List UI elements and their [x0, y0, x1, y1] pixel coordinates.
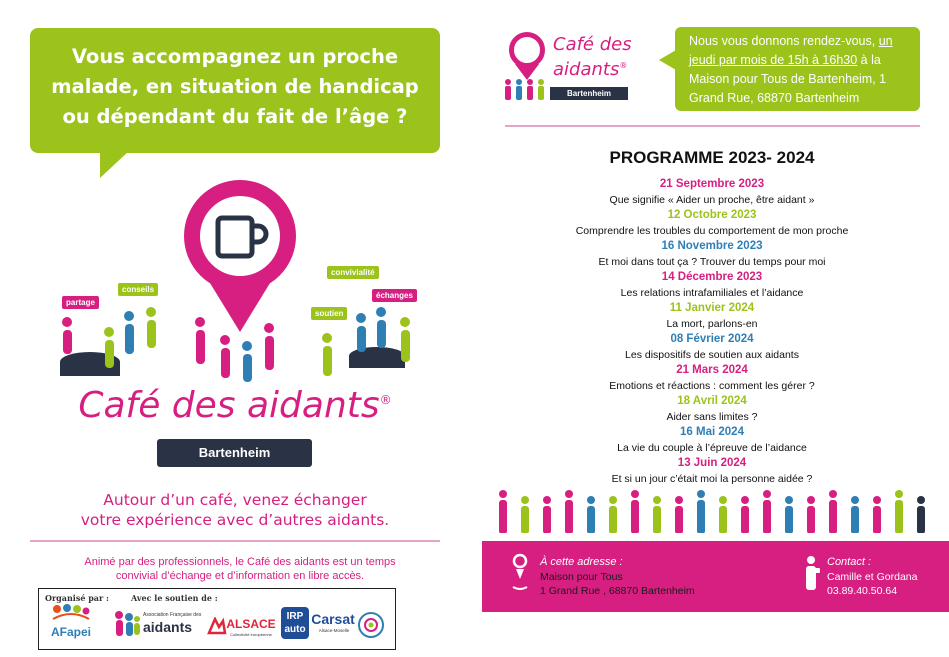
alsace-logo: ALSACE	[226, 617, 276, 631]
person-figure-body	[543, 506, 551, 533]
programme-item	[475, 270, 949, 301]
person-figure-head	[895, 490, 903, 498]
programme-item	[475, 332, 949, 363]
small-people-icon	[503, 76, 547, 102]
programme-topic: Emotions et réactions : comment les gérer ?	[609, 379, 815, 392]
person-figure-head	[521, 496, 529, 504]
person-figure-head	[609, 496, 617, 504]
rdv-line: Maison pour Tous de Bartenheim, 1	[689, 72, 887, 86]
address-text	[540, 570, 695, 598]
footer-band	[482, 541, 949, 612]
person-figure-body	[785, 506, 793, 533]
programme-item	[475, 208, 949, 239]
person-figure-body	[763, 500, 771, 533]
aidants-logo-sub: Association Française des	[143, 612, 202, 618]
address-label: À cette adresse :	[540, 556, 623, 568]
person-icon	[802, 555, 820, 599]
programme-date: 08 Février 2024	[670, 333, 754, 345]
programme-item	[475, 456, 949, 487]
person-figure-head	[697, 490, 705, 498]
person-figure-head	[807, 496, 815, 504]
person-figure-body	[499, 500, 507, 533]
person-figure-head	[785, 496, 793, 504]
tagline-line: votre expérience avec d’autres aidants.	[80, 511, 390, 529]
rdv-line: Nous vous donnons rendez-vous, un	[689, 34, 893, 48]
person-figure-body	[697, 500, 705, 533]
small-pin-icon	[509, 32, 545, 68]
programme-item	[475, 363, 949, 394]
registered-mark: ®	[379, 393, 392, 407]
sponsor-box	[38, 588, 396, 650]
person-figure-head	[741, 496, 749, 504]
programme-date: 16 Novembre 2023	[661, 240, 763, 252]
address-line: Maison pour Tous	[540, 571, 623, 583]
rdv-line: Grand Rue, 68870 Bartenheim	[689, 91, 860, 105]
programme-title: PROGRAMME 2023- 2024	[609, 148, 815, 167]
programme-topic: Les relations intrafamiliales et l’aidance	[620, 286, 804, 299]
programme-item	[475, 177, 949, 208]
person-figure-body	[653, 506, 661, 533]
person-figure-body	[609, 506, 617, 533]
programme-date: 21 Septembre 2023	[659, 178, 765, 190]
rdv-bubble-tail	[659, 50, 676, 70]
right-panel	[475, 0, 949, 657]
divider	[505, 125, 920, 127]
people-row-illustration	[495, 488, 945, 533]
person-figure-head	[675, 496, 683, 504]
person-figure-head	[587, 496, 595, 504]
left-panel	[0, 0, 470, 657]
person-figure-body	[587, 506, 595, 533]
person-figure-body	[521, 506, 529, 533]
brand-name: Café des aidants	[78, 385, 380, 426]
irp-auto-text: auto	[284, 623, 306, 635]
person-figure-body	[851, 506, 859, 533]
person-figure-body	[565, 500, 573, 533]
divider	[30, 540, 440, 542]
headline-line: malade, en situation de handicap	[51, 75, 419, 98]
programme-topic: Les dispositifs de soutien aux aidants	[625, 348, 799, 361]
person-figure-body	[807, 506, 815, 533]
person-figure-head	[631, 490, 639, 498]
contact-line: 03.89.40.50.64	[827, 585, 898, 597]
contact-text	[827, 570, 917, 598]
programme-topic: Et si un jour c’était moi la personne aidée ?	[611, 472, 813, 485]
person-figure-body	[895, 500, 903, 533]
description-note	[40, 555, 440, 583]
rdv-line: jeudi par mois de 15h à 16h30 à la	[689, 53, 881, 67]
people-illustration	[55, 270, 425, 385]
programme-item	[475, 301, 949, 332]
programme-topic: Et moi dans tout ça ? Trouver du temps pour moi	[598, 255, 826, 268]
person-figure-head	[499, 490, 507, 498]
location-pin-icon	[510, 553, 530, 599]
organised-label: Organisé par :	[45, 593, 109, 603]
programme-date: 13 Juin 2024	[677, 457, 747, 469]
tag-convivialite: convivialité	[327, 266, 379, 279]
programme-topic: La mort, parlons-en	[666, 317, 758, 330]
tagline	[0, 490, 470, 530]
person-figure-head	[829, 490, 837, 498]
city-label: Bartenheim	[157, 439, 312, 467]
right-city-label: Bartenheim	[550, 87, 628, 100]
aidants-logo: aidants	[143, 619, 193, 635]
programme-item	[475, 394, 949, 425]
alsace-logo-icon	[207, 617, 227, 635]
address-line: 1 Grand Rue , 68870 Bartenheim	[540, 585, 695, 597]
programme-list	[475, 177, 949, 487]
irp-logo-text: IRP	[286, 610, 304, 622]
aidants-logo-icon	[113, 607, 141, 639]
right-brand-line: Café des	[553, 34, 632, 55]
carsat-logo-sub: Alsace-Moselle	[318, 627, 350, 633]
bubble-tail	[100, 150, 130, 178]
note-line: convivial d’échange et d’information en libre accès.	[115, 570, 365, 582]
tag-conseils: conseils	[118, 283, 158, 296]
afapei-logo-icon	[51, 603, 91, 621]
programme-topic: Que signifie « Aider un proche, être aidant »	[609, 193, 815, 206]
person-figure-head	[763, 490, 771, 498]
rdv-bubble	[675, 27, 920, 111]
programme-topic: Aider sans limites ?	[666, 410, 758, 423]
tag-echanges: échanges	[372, 289, 417, 302]
programme-date: 21 Mars 2024	[676, 364, 748, 376]
person-figure-body	[631, 500, 639, 533]
person-figure-head	[653, 496, 661, 504]
person-figure-body	[719, 506, 727, 533]
right-brand-line: aidants®	[553, 59, 628, 80]
programme-date: 12 Octobre 2023	[667, 209, 757, 221]
programme-date: 11 Janvier 2024	[669, 302, 755, 314]
right-brand	[553, 34, 632, 80]
programme-date: 14 Décembre 2023	[661, 271, 763, 283]
programme-item	[475, 425, 949, 456]
programme-date: 18 Avril 2024	[677, 395, 747, 407]
person-figure-head	[543, 496, 551, 504]
programme-topic: Comprendre les troubles du comportement de mon proche	[575, 224, 849, 237]
headline-line: Vous accompagnez un proche	[71, 45, 399, 68]
person-figure-head	[873, 496, 881, 504]
person-figure-body	[829, 500, 837, 533]
contact-label: Contact :	[827, 556, 872, 568]
carsat-emblem-icon	[357, 611, 385, 639]
brand-title	[0, 385, 470, 426]
support-label: Avec le soutien de :	[131, 593, 218, 603]
tagline-line: Autour d’un café, venez échanger	[103, 491, 367, 509]
contact-line: Camille et Gordana	[827, 571, 918, 583]
person-figure-head	[917, 496, 925, 504]
programme-date: 16 Mai 2024	[680, 426, 744, 438]
person-figure-body	[917, 506, 925, 533]
carsat-logo: Carsat	[311, 611, 355, 627]
tag-soutien: soutien	[311, 307, 347, 320]
person-figure-head	[851, 496, 859, 504]
programme-item	[475, 239, 949, 270]
headline	[30, 42, 440, 132]
person-figure-body	[675, 506, 683, 533]
person-figure-body	[873, 506, 881, 533]
note-line: Animé par des professionnels, le Café des aidants est un temps	[84, 556, 396, 568]
person-figure-head	[565, 490, 573, 498]
programme-topic: La vie du couple à l’épreuve de l’aidance	[617, 441, 807, 454]
person-figure-head	[719, 496, 727, 504]
afapei-logo: AFapei	[50, 625, 91, 639]
alsace-logo-sub: Collectivité européenne	[230, 631, 272, 637]
headline-line: ou dépendant du fait de l’âge ?	[62, 105, 408, 128]
coffee-cup-icon	[214, 212, 270, 262]
person-figure-body	[741, 506, 749, 533]
tag-partage: partage	[62, 296, 99, 309]
